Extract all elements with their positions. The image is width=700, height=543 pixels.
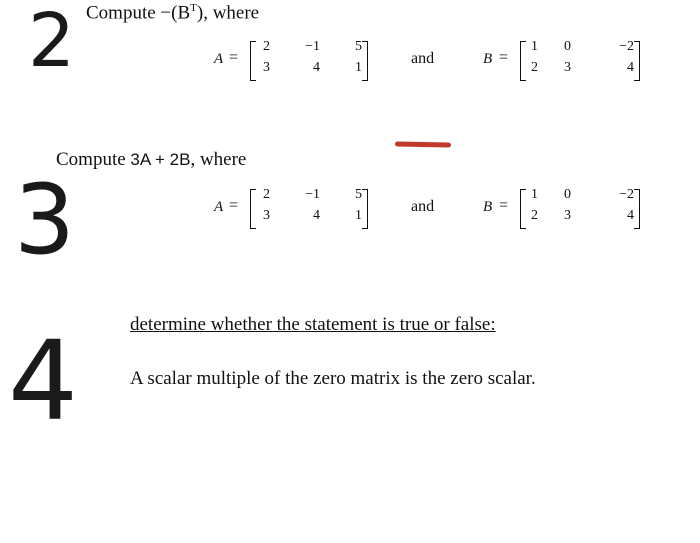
matrix-b-cell: 2 [531, 208, 538, 223]
matrix-a-cell: −1 [305, 187, 320, 202]
matrix-a-cell: 4 [313, 208, 320, 223]
matrix-a-name: A [214, 51, 224, 67]
matrix-b-right-bracket [634, 41, 640, 81]
matrix-a-cell: 2 [263, 187, 270, 202]
matrix-b-cell: 0 [564, 187, 571, 202]
and-connector: and [411, 50, 435, 67]
matrix-a-cell: 3 [263, 60, 270, 75]
matrix-a-cell: −1 [305, 39, 320, 54]
matrix-b-cell: 3 [564, 208, 571, 223]
problem-3-instruction-suffix: , where [190, 149, 247, 170]
handwritten-number-3: 3 [14, 164, 76, 276]
matrix-b-cell: −2 [619, 39, 634, 54]
problem-2-instruction-prefix: Compute −(B [86, 2, 191, 24]
matrix-b-cell: 4 [627, 208, 634, 223]
matrix-b-cell: 1 [531, 39, 538, 54]
matrix-b-cell: −2 [619, 187, 634, 202]
matrix-b-cell: 4 [627, 60, 634, 75]
handwritten-number-2: 2 [28, 0, 76, 84]
matrix-a-cell: 3 [263, 208, 270, 223]
matrix-b-right-bracket [634, 189, 640, 229]
problem-2-instruction-suffix: ), where [196, 2, 260, 24]
problem-3-instruction-prefix: Compute [56, 149, 131, 170]
transpose-superscript: T [190, 2, 197, 14]
problem-2-instruction [86, 2, 259, 24]
matrix-a-name: A [214, 199, 224, 215]
matrix-a-cell: 1 [355, 208, 362, 223]
problem-3-instruction [56, 149, 246, 171]
problem-4-statement: A scalar multiple of the zero matrix is the zero scalar. [130, 368, 536, 389]
red-annotation-mark [395, 142, 451, 148]
problem-3-expression: 3A + 2B [130, 150, 191, 169]
equals-sign: = [229, 197, 239, 214]
problem-2-matrix-equation [200, 38, 660, 84]
problem-4-heading: determine whether the statement is true or false: [130, 314, 496, 335]
matrix-b-name: B [483, 199, 493, 215]
handwritten-number-4: 4 [8, 317, 78, 445]
matrix-a-cell: 1 [355, 60, 362, 75]
equals-sign: = [499, 49, 509, 66]
matrix-b-cell: 1 [531, 187, 538, 202]
matrix-b-cell: 0 [564, 39, 571, 54]
equals-sign: = [499, 197, 509, 214]
matrix-b-cell: 2 [531, 60, 538, 75]
equals-sign: = [229, 49, 239, 66]
matrix-a-cell: 5 [355, 187, 362, 202]
matrix-a-right-bracket [362, 189, 368, 229]
and-connector: and [411, 198, 435, 215]
matrix-a-cell: 2 [263, 39, 270, 54]
problem-3-matrix-equation [200, 186, 660, 232]
matrix-a-cell: 4 [313, 60, 320, 75]
matrix-a-right-bracket [362, 41, 368, 81]
matrix-b-name: B [483, 51, 493, 67]
matrix-b-cell: 3 [564, 60, 571, 75]
matrix-a-cell: 5 [355, 39, 362, 54]
